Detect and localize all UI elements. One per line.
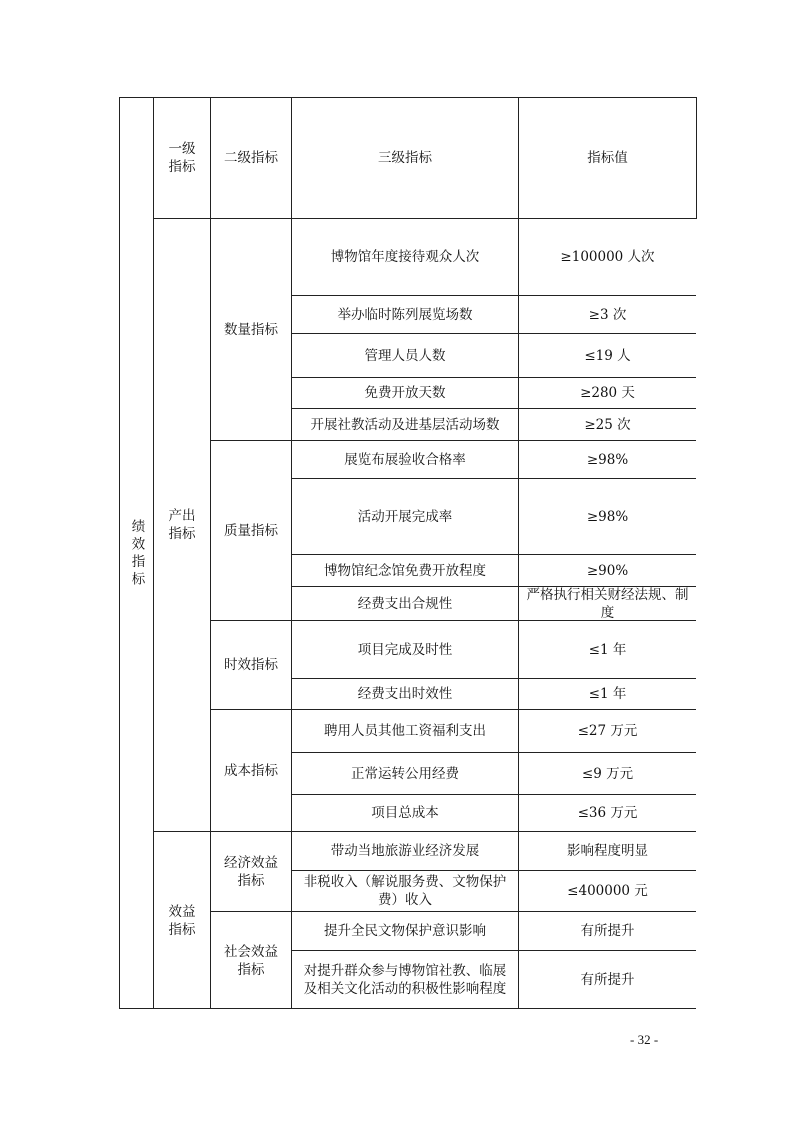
table-row-value: ≤400000 元 (518, 870, 696, 911)
table-row-indicator: 管理人员人数 (291, 333, 518, 377)
subgroup-timeliness: 时效指标 (210, 620, 291, 709)
table-row-value: ≥280 天 (518, 377, 696, 408)
table-row-value: ≥90% (518, 554, 696, 586)
subgroup-cost: 成本指标 (210, 709, 291, 831)
table-row-indicator: 博物馆年度接待观众人次 (291, 218, 518, 295)
table-row-indicator: 非税收入（解说服务费、文物保护费）收入 (291, 870, 518, 911)
header-level3: 三级指标 (291, 97, 518, 218)
header-level2: 二级指标 (210, 97, 291, 218)
group-output: 产出指标 (153, 218, 210, 831)
table-row-indicator: 经费支出时效性 (291, 678, 518, 709)
table-row-value: 有所提升 (518, 911, 696, 950)
page-number: - 32 - (630, 1032, 659, 1047)
subgroup-quality: 质量指标 (210, 440, 291, 620)
table-row-indicator: 提升全民文物保护意识影响 (291, 911, 518, 950)
subgroup-social: 社会效益指标 (210, 911, 291, 1009)
header-value: 指标值 (518, 97, 696, 218)
table-row-value: ≥25 次 (518, 408, 696, 440)
table-row-value: ≤27 万元 (518, 709, 696, 752)
table-row-indicator: 对提升群众参与博物馆社教、临展及相关文化活动的积极性影响程度 (291, 950, 518, 1009)
table-row-value: ≤9 万元 (518, 752, 696, 794)
table-row-indicator: 开展社教活动及进基层活动场数 (291, 408, 518, 440)
group-effect: 效益指标 (153, 831, 210, 1009)
table-row-value: ≤1 年 (518, 620, 696, 678)
table-row-indicator: 聘用人员其他工资福利支出 (291, 709, 518, 752)
table-row-value: ≤19 人 (518, 333, 696, 377)
outer-label: 绩效指标 (128, 518, 145, 589)
table-row-indicator: 项目总成本 (291, 794, 518, 831)
table-row-value: 影响程度明显 (518, 831, 696, 870)
table-row-value: ≥98% (518, 478, 696, 554)
table-row-indicator: 举办临时陈列展览场数 (291, 295, 518, 333)
table-row-indicator: 免费开放天数 (291, 377, 518, 408)
table-row-value: 严格执行相关财经法规、制度 (518, 586, 696, 620)
outer-label-cell (119, 97, 153, 1009)
bottom-border (119, 1008, 696, 1009)
table-row-value: ≤36 万元 (518, 794, 696, 831)
table-row-indicator: 活动开展完成率 (291, 478, 518, 554)
subgroup-quantity: 数量指标 (210, 218, 291, 440)
table-row-value: ≥100000 人次 (518, 218, 696, 295)
table-row-indicator: 带动当地旅游业经济发展 (291, 831, 518, 870)
table-row-value: ≥3 次 (518, 295, 696, 333)
table-row-value: ≤1 年 (518, 678, 696, 709)
header-level1: 一级指标 (153, 97, 210, 218)
table-row-indicator: 博物馆纪念馆免费开放程度 (291, 554, 518, 586)
table-row-indicator: 项目完成及时性 (291, 620, 518, 678)
table-row-indicator: 展览布展验收合格率 (291, 440, 518, 478)
right-border (696, 97, 697, 219)
table-row-indicator: 经费支出合规性 (291, 586, 518, 620)
table-row-value: 有所提升 (518, 950, 696, 1009)
table-row-indicator: 正常运转公用经费 (291, 752, 518, 794)
subgroup-economic: 经济效益指标 (210, 831, 291, 911)
table-row-value: ≥98% (518, 440, 696, 478)
